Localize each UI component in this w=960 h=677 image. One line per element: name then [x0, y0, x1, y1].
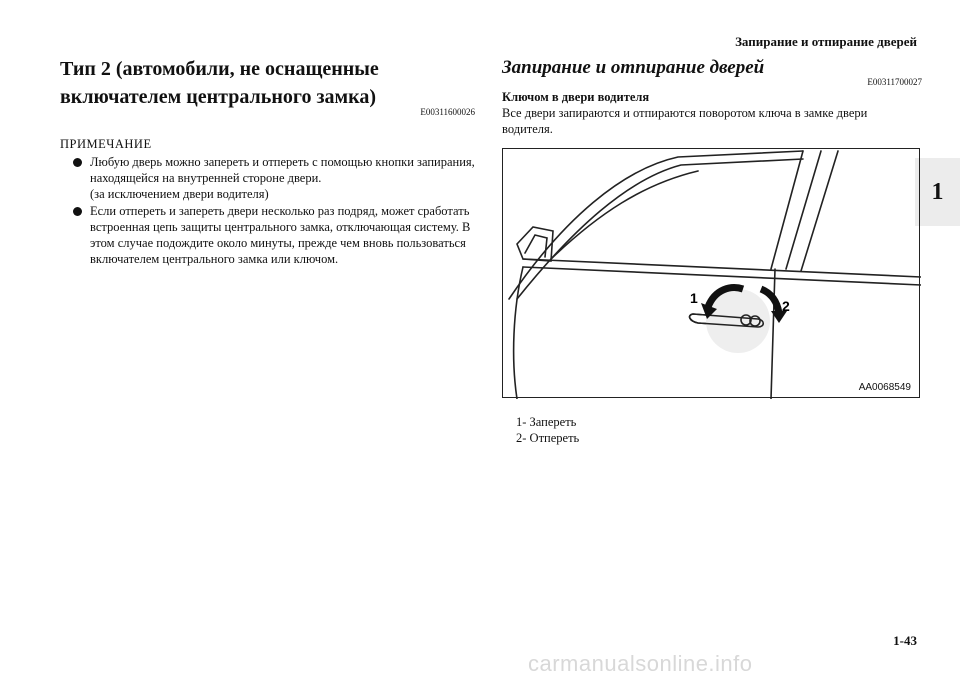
bullet-icon	[73, 207, 82, 216]
note-item-text: Если отпереть и запереть двери несколько раз подряд, может сработать встроенная цепь защиты центрального замка, отключающая систему. В этом случае подождите около минуты, прежде чем вновь пользоваться включателем центрального замка или ключом.	[90, 204, 471, 266]
legend-item: 2- Отпереть	[516, 431, 580, 445]
door-drawing	[503, 149, 921, 399]
section-code: E00311600026	[420, 107, 475, 117]
running-header: Запирание и отпирание дверей	[735, 34, 917, 49]
chapter-tab: 1	[915, 158, 960, 226]
marker-1: 1	[690, 290, 698, 306]
pillar-line	[771, 151, 803, 269]
marker-2: 2	[782, 298, 790, 314]
section-title: Запирание и отпирание дверей	[502, 57, 765, 78]
window-frame-outer	[509, 151, 803, 299]
figure-code: AA0068549	[858, 382, 911, 393]
side-mirror	[517, 227, 553, 261]
section-title: Тип 2 (автомобили, не оснащенные включателем центрального замка)	[60, 58, 379, 108]
body-paragraph: Все двери запираются и отпираются поворотом ключа в замке двери водителя.	[502, 106, 868, 136]
note-item-text: Любую дверь можно запереть и отпереть с помощью кнопки запирания, находящейся на внутренней стороне двери.	[90, 155, 475, 185]
door-front-edge	[514, 267, 523, 399]
page-number: 1-43	[893, 633, 917, 648]
note-list	[60, 154, 475, 267]
subsection-title: Ключом в двери водителя	[502, 90, 650, 104]
note-item	[60, 203, 475, 267]
note-item	[60, 154, 475, 202]
belt-line	[523, 267, 921, 285]
legend-item: 1- Запереть	[516, 415, 577, 429]
belt-line	[523, 259, 921, 277]
pillar-line	[786, 151, 821, 269]
pillar-line	[801, 151, 838, 271]
watermark: carmanualsonline.info	[528, 651, 753, 676]
figure-legend	[516, 414, 579, 446]
bullet-icon	[73, 158, 82, 167]
section-code: E00311700027	[867, 77, 922, 87]
window-glass-edge	[551, 171, 698, 259]
note-title: ПРИМЕЧАНИЕ	[60, 137, 152, 151]
door-lock-illustration	[502, 148, 920, 398]
left-column	[60, 55, 475, 268]
door-gap	[771, 269, 775, 399]
note-item-subtext: (за исключением двери водителя)	[90, 187, 269, 201]
right-column	[502, 57, 922, 137]
